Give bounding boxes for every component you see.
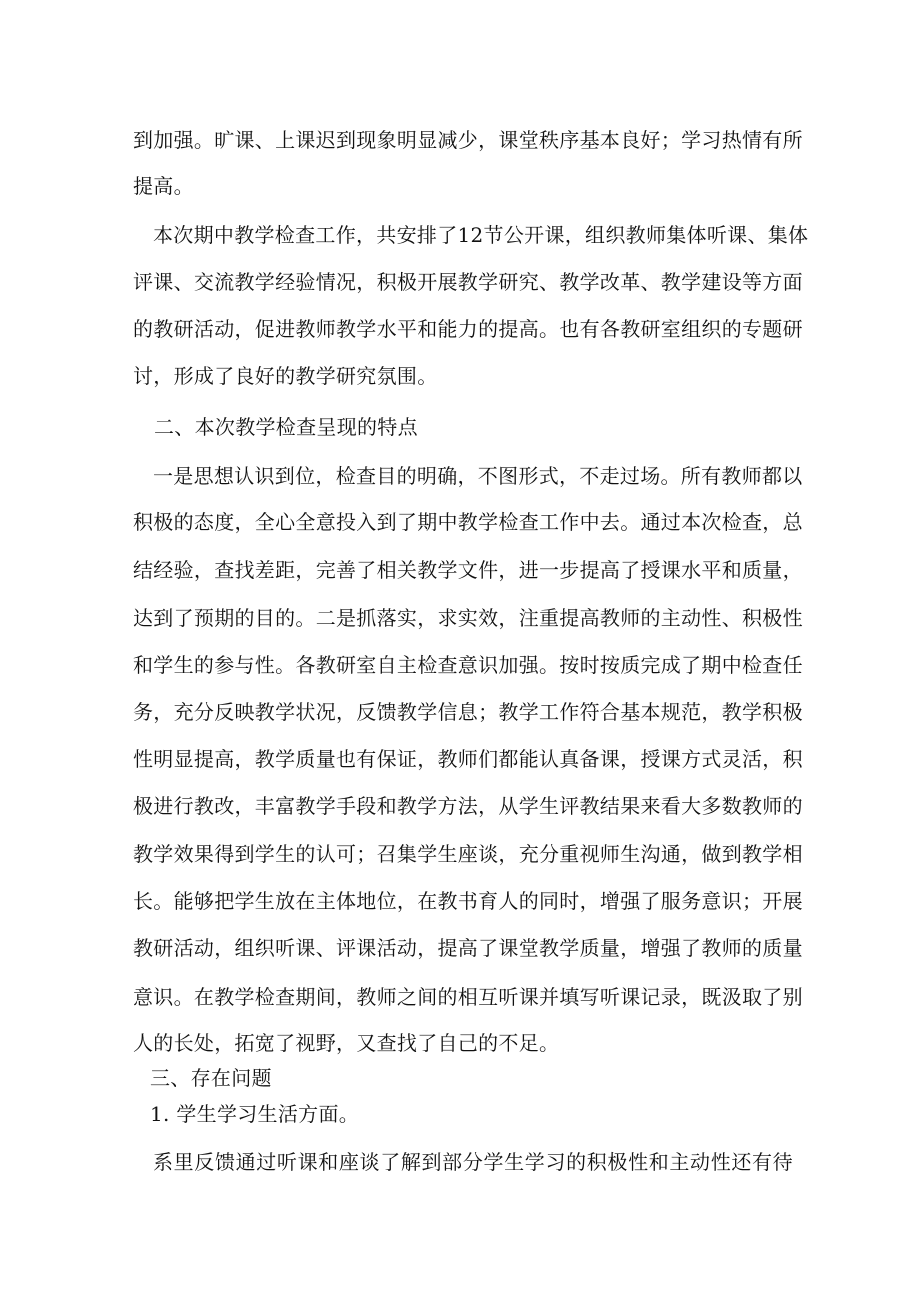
text-line: 教研活动，组织听课、评课活动，提高了课堂教学质量，增强了教师的质量: [133, 936, 803, 960]
section-heading: 二、本次教学检查呈现的特点: [154, 415, 418, 439]
text-line: 极进行教改，丰富教学手段和教学方法，从学生评教结果来看大多数教师的: [133, 794, 803, 818]
text-line: 系里反馈通过听课和座谈了解到部分学生学习的积极性和主动性还有待: [153, 1150, 793, 1174]
text-line: 人的长处，拓宽了视野，又查找了自己的不足。: [133, 1031, 560, 1055]
text-line: 和学生的参与性。各教研室自主检查意识加强。按时按质完成了期中检查任: [133, 653, 803, 677]
section-heading: 三、存在问题: [150, 1066, 272, 1090]
text-line: 务，充分反映教学状况，反馈教学信息；教学工作符合基本规范，教学积极: [133, 700, 803, 724]
text-line: 到加强。旷课、上课迟到现象明显减少，课堂秩序基本良好；学习热情有所: [133, 128, 803, 152]
text-line: 结经验，查找差距，完善了相关教学文件，进一步提高了授课水平和质量，: [133, 558, 803, 582]
text-line: 讨，形成了良好的教学研究氛围。: [133, 364, 438, 388]
text-line: 意识。在教学检查期间，教师之间的相互听课并填写听课记录，既汲取了别: [133, 985, 803, 1009]
text-line: 的教研活动，促进教师教学水平和能力的提高。也有各教研室组织的专题研: [133, 317, 803, 341]
subsection-heading: 1. 学生学习生活方面。: [150, 1102, 360, 1126]
text-line: 本次期中教学检查工作，共安排了12节公开课，组织教师集体听课、集体: [153, 223, 809, 247]
text-line: 提高。: [133, 174, 194, 198]
text-line: 一是思想认识到位，检查目的明确，不图形式，不走过场。所有教师都以: [153, 464, 803, 488]
text-line: 长。能够把学生放在主体地位，在教书育人的同时，增强了服务意识；开展: [133, 889, 803, 913]
text-line: 评课、交流教学经验情况，积极开展教学研究、教学改革、教学建设等方面: [133, 270, 803, 294]
text-line: 积极的态度，全心全意投入到了期中教学检查工作中去。通过本次检查，总: [133, 510, 803, 534]
text-line: 达到了预期的目的。二是抓落实，求实效，注重提高教师的主动性、积极性: [133, 606, 803, 630]
text-line: 教学效果得到学生的认可；召集学生座谈，充分重视师生沟通，做到教学相: [133, 842, 803, 866]
text-line: 性明显提高，教学质量也有保证，教师们都能认真备课，授课方式灵活，积: [133, 747, 803, 771]
